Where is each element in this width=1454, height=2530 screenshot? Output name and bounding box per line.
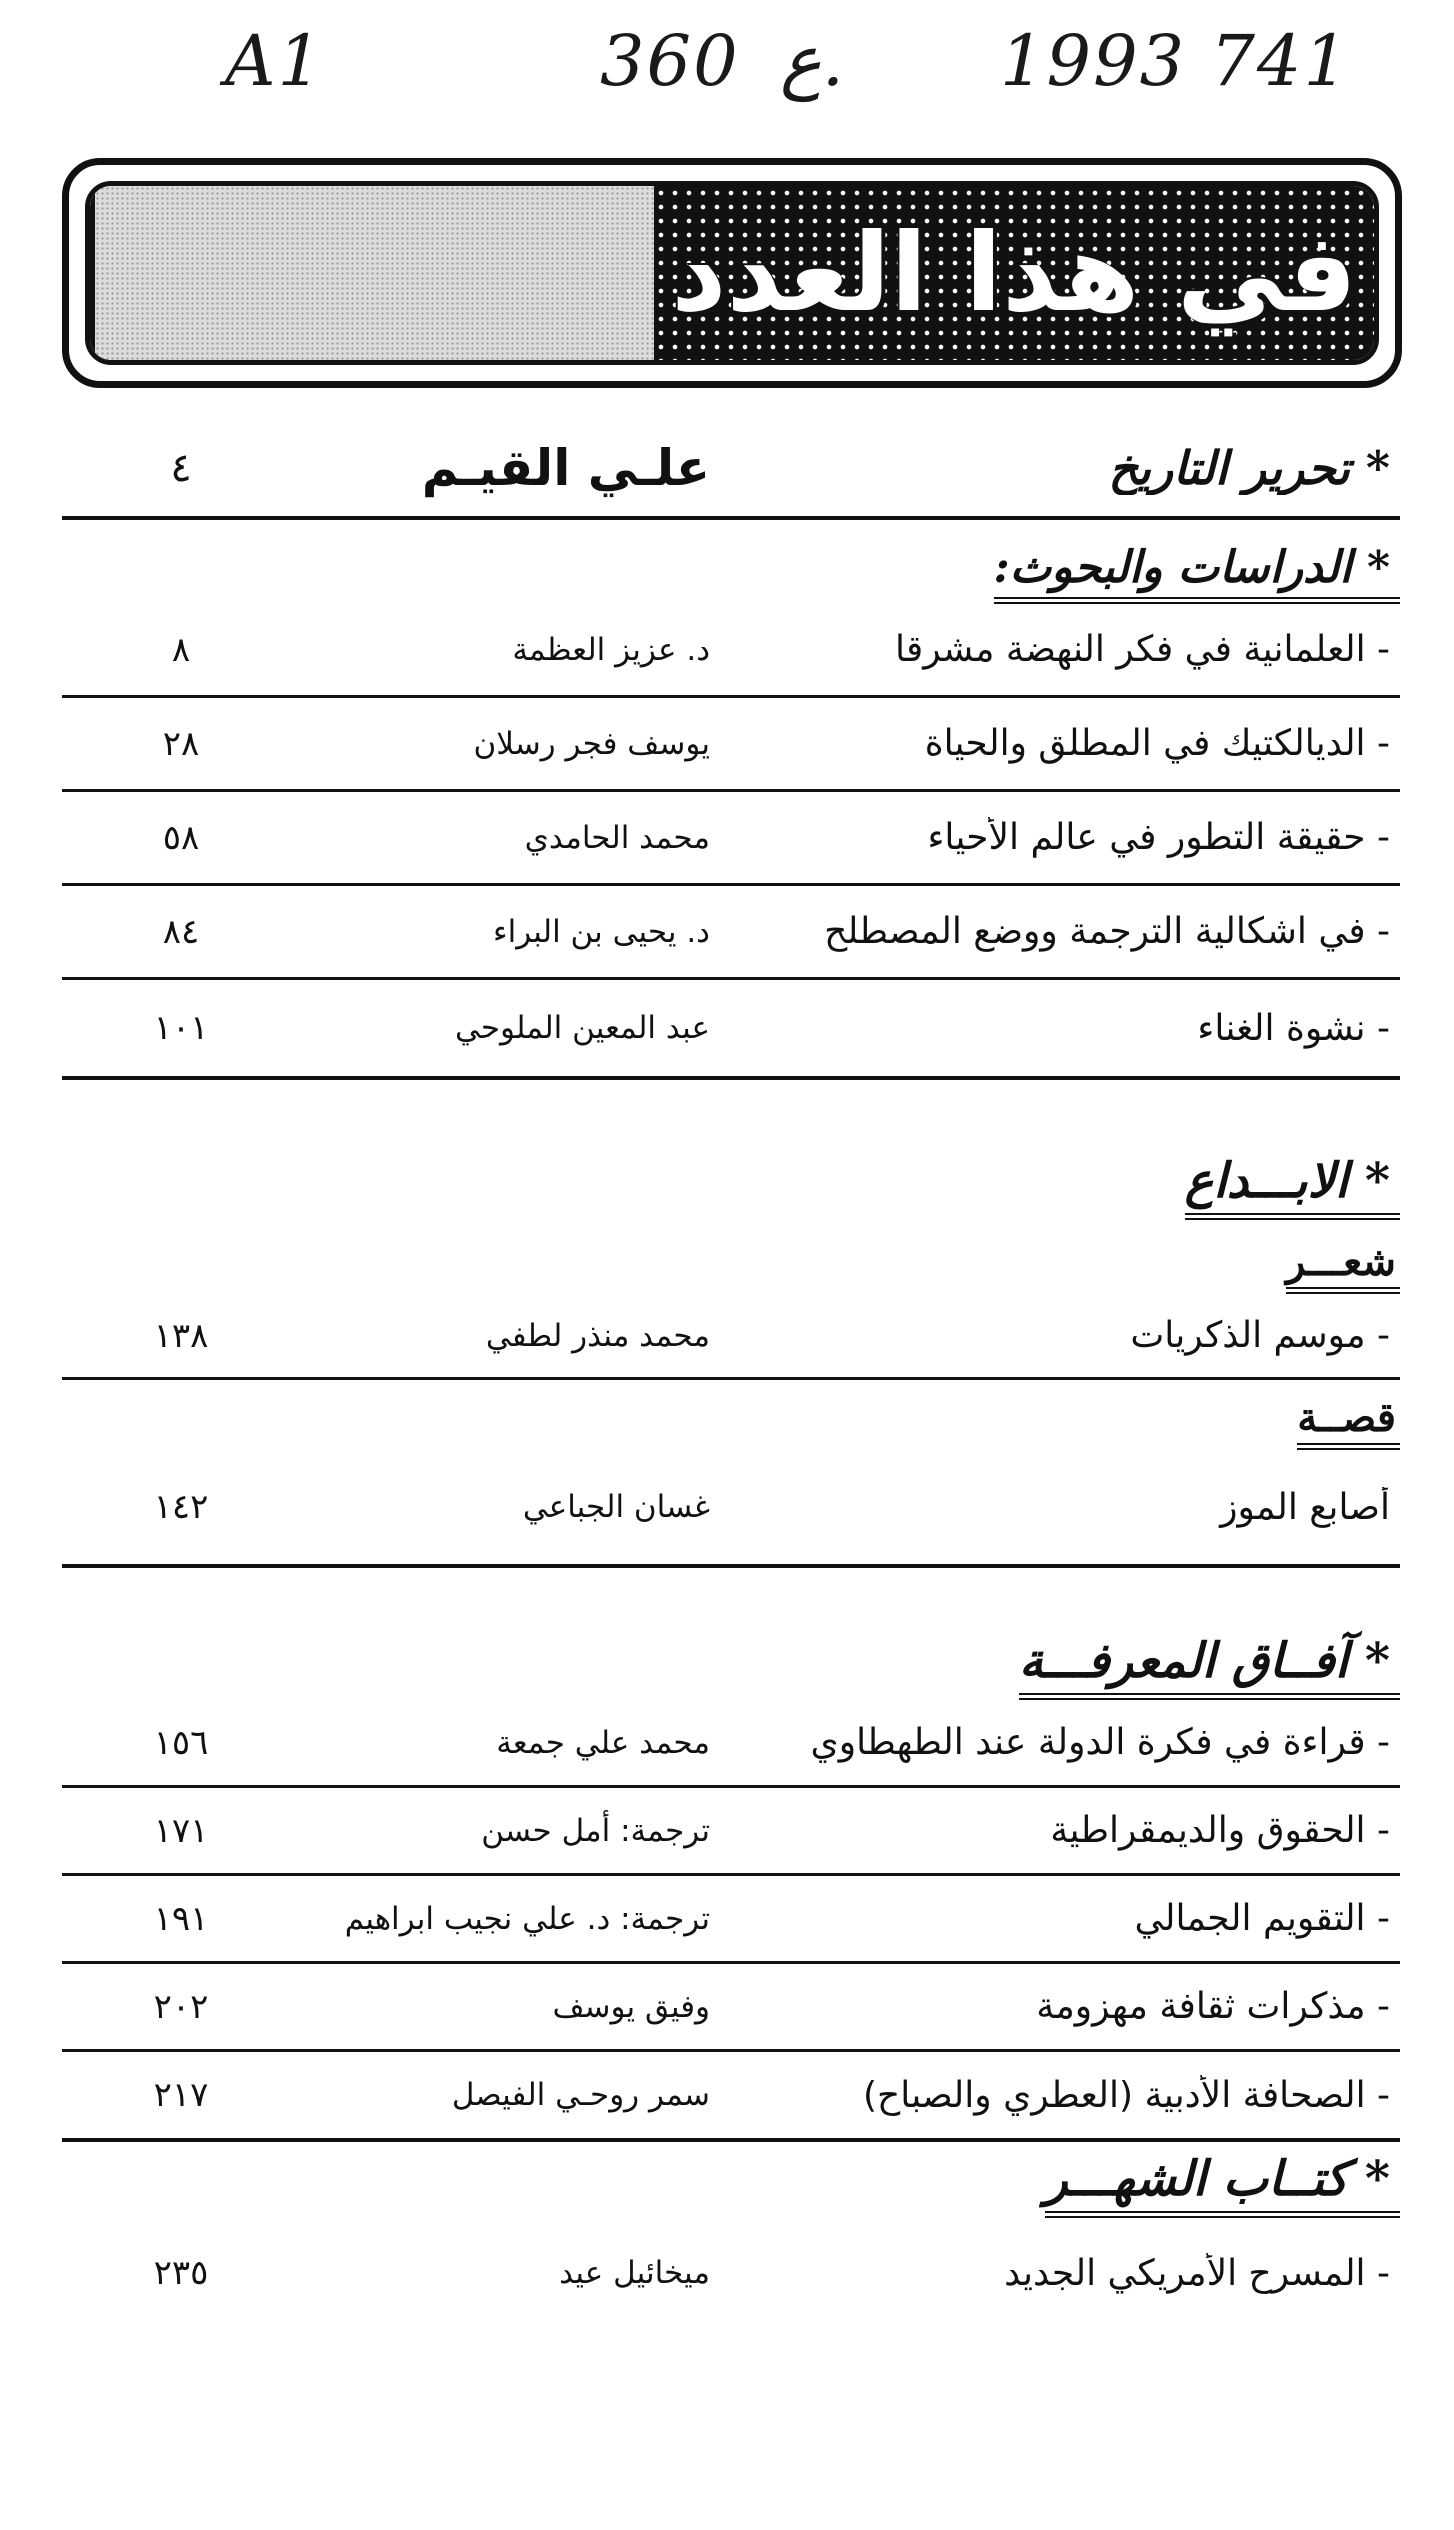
toc-row[interactable] (62, 1294, 1400, 1380)
toc-page: ٨ (171, 629, 191, 670)
toc-author: يوسف فجر رسلان (473, 725, 710, 762)
toc-row[interactable] (62, 1788, 1400, 1876)
toc-row[interactable] (62, 1700, 1400, 1788)
toc-title: * تحرير التاريخ (1108, 441, 1390, 495)
toc-page: ٢١٧ (153, 2075, 209, 2115)
toc-author: محمد منذر لطفي (485, 1317, 710, 1354)
toc-page: ٢٣٥ (153, 2253, 209, 2293)
section-creativity (62, 1080, 1400, 1220)
handwritten-note-a: A1 (225, 20, 325, 102)
toc-row[interactable] (62, 1876, 1400, 1964)
toc-author: د. يحيى بن البراء (493, 913, 710, 950)
toc-author: ترجمة: أمل حسن (481, 1812, 710, 1849)
subsection-label-story: قصــة (1297, 1394, 1400, 1450)
toc-row[interactable] (62, 792, 1400, 886)
banner-screen-panel (90, 186, 654, 360)
toc-title: - حقيقة التطور في عالم الأحياء (927, 817, 1390, 858)
subsection-story (62, 1380, 1400, 1450)
toc-author: د. عزيز العظمة (512, 631, 710, 668)
toc-title: - التقويم الجمالي (1134, 1898, 1390, 1939)
toc-title: - قراءة في فكرة الدولة عند الطهطاوي (810, 1722, 1390, 1763)
toc-title: - الديالكتيك في المطلق والحياة (924, 723, 1390, 764)
subsection-poetry (62, 1220, 1400, 1294)
toc-author: عبد المعين الملوحي (455, 1010, 710, 1046)
toc-page: ١٠١ (153, 1008, 209, 1048)
toc-page: ٤ (170, 445, 192, 491)
toc-author: غسان الجباعي (522, 1489, 710, 1525)
toc-row[interactable] (62, 698, 1400, 792)
toc-page: ١٤٢ (153, 1487, 209, 1527)
toc-row[interactable] (62, 980, 1400, 1080)
toc-title: - المسرح الأمريكي الجديد (1004, 2252, 1390, 2294)
handwritten-note-c: ع. (780, 20, 845, 102)
toc-row[interactable] (62, 2218, 1400, 2328)
banner-title: في هذا العدد (671, 210, 1357, 336)
subsection-label-poetry: شعـــر (1286, 1238, 1400, 1294)
section-label-studies: * الدراسات والبحوث: (994, 542, 1401, 604)
toc-author: ترجمة: د. علي نجيب ابراهيم (344, 1900, 710, 1937)
banner-inner-frame (85, 181, 1379, 365)
toc-row-lead[interactable] (62, 420, 1400, 520)
table-of-contents (62, 420, 1400, 2328)
handwritten-note-d: 1993 741 (1000, 20, 1351, 102)
toc-author: وفيق يوسف (552, 1988, 710, 2025)
toc-title: - في اشكالية الترجمة ووضع المصطلح (824, 911, 1390, 952)
toc-page: ٢٨ (162, 723, 200, 764)
section-label-creativity: * الابـــداع (1185, 1153, 1400, 1220)
toc-title: - موسم الذكريات (1130, 1315, 1390, 1356)
section-studies (62, 520, 1400, 604)
toc-title: - الصحافة الأدبية (العطري والصباح) (862, 2074, 1390, 2116)
toc-author: سمر روحـي الفيصل (451, 2077, 710, 2113)
toc-title: - مذكرات ثقافة مهزومة (1036, 1986, 1390, 2027)
toc-row[interactable] (62, 2052, 1400, 2142)
section-label-book: * كتــاب الشهـــر (1045, 2151, 1400, 2218)
issue-banner (62, 158, 1402, 388)
section-horizons (62, 1568, 1400, 1700)
toc-author: علـي القيـم (421, 439, 710, 497)
section-book (62, 2142, 1400, 2218)
toc-title: - الحقوق والديمقراطية (1050, 1810, 1390, 1851)
toc-page: ٥٨ (162, 817, 200, 858)
toc-page: ١٧١ (153, 1810, 209, 1851)
toc-title: أصابع الموز (1220, 1486, 1390, 1528)
handwritten-note-b: 360 (600, 20, 740, 102)
toc-page: ١٣٨ (153, 1315, 209, 1356)
toc-page: ٢٠٢ (153, 1986, 209, 2027)
toc-row[interactable] (62, 1964, 1400, 2052)
section-label-horizons: * آفــاق المعرفـــة (1019, 1633, 1400, 1700)
banner-dotted-panel (654, 186, 1374, 360)
toc-title: - نشوة الغناء (1197, 1007, 1390, 1049)
toc-page: ١٩١ (153, 1898, 209, 1939)
toc-author: محمد الحامدي (524, 819, 710, 856)
toc-page: ١٥٦ (153, 1722, 209, 1763)
toc-author: ميخائيل عيد (559, 2255, 710, 2291)
toc-title: - العلمانية في فكر النهضة مشرقا (895, 629, 1390, 670)
toc-page: ٨٤ (162, 911, 200, 952)
toc-row[interactable] (62, 604, 1400, 698)
toc-row[interactable] (62, 886, 1400, 980)
toc-author: محمد علي جمعة (496, 1724, 710, 1761)
toc-row[interactable] (62, 1450, 1400, 1568)
